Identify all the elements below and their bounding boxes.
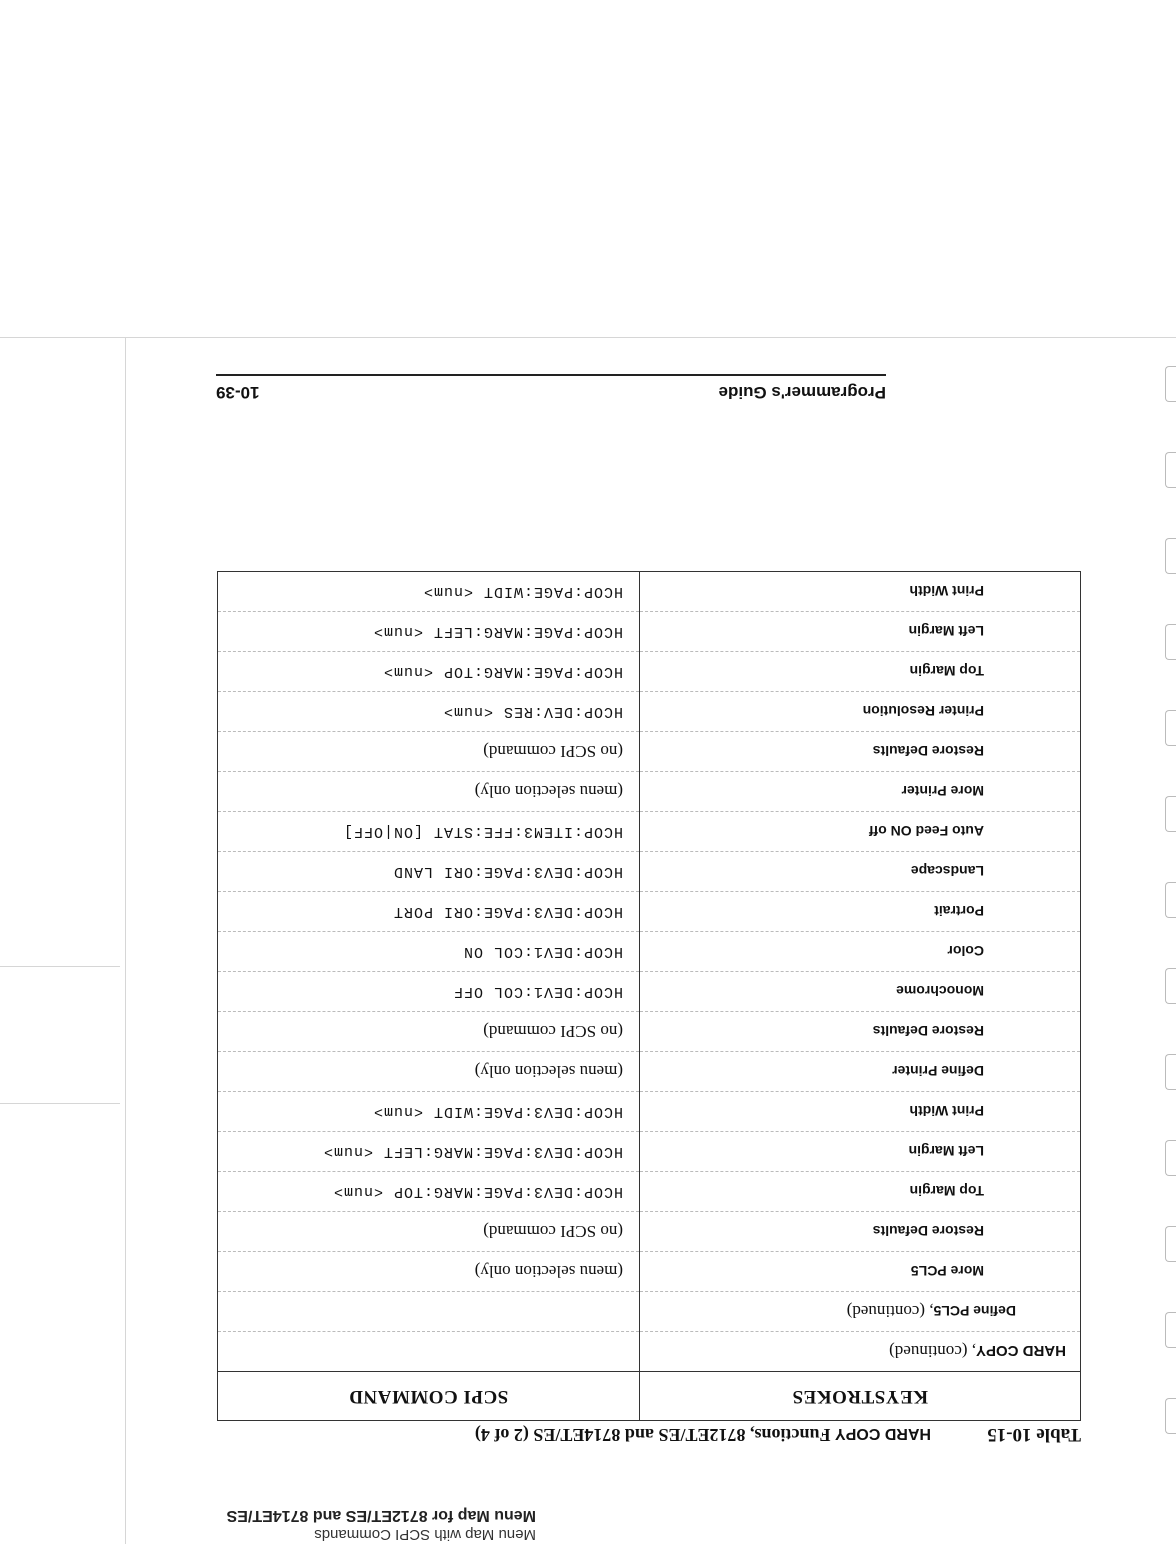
table-row	[218, 812, 1081, 852]
scpi-cell: (menu selection only)	[218, 772, 640, 812]
binder-tab	[1165, 366, 1176, 402]
scpi-cell: HCOP:DEV3:PAGE:ORI LAND	[218, 852, 640, 892]
keystroke-cell: More Printer	[640, 772, 1081, 812]
keystroke-key: HARD COPY	[975, 1342, 1066, 1360]
column-header-scpi: SCPI COMMAND	[218, 1372, 640, 1421]
keystroke-cell: Left Margin	[640, 1132, 1081, 1172]
table-number: Table 10-15	[987, 1424, 1081, 1445]
scpi-cell: HCOP:DEV3:PAGE:WIDT <num>	[218, 1092, 640, 1132]
keystroke-suffix: , (continued)	[889, 1342, 976, 1362]
keystroke-cell: Restore Defaults	[640, 732, 1081, 772]
scpi-cell: (no SCPI command)	[218, 1012, 640, 1052]
scpi-cell	[218, 1332, 640, 1372]
scpi-cell: (menu selection only)	[218, 1052, 640, 1092]
table-title-rest: Functions, 8712ET/ES and 8714ET/ES (2 of 4)	[474, 1425, 835, 1445]
keystroke-cell: Print Width	[640, 572, 1081, 612]
keystroke-cell: Auto Feed ON off	[640, 812, 1081, 852]
scpi-cell: HCOP:ITEM3:FFE:STAT [ON|OFF]	[218, 812, 640, 852]
page-footer	[216, 374, 886, 406]
scpi-cell: HCOP:DEV3:PAGE:MARG:TOP <num>	[218, 1172, 640, 1212]
page-number: 10-39	[216, 383, 260, 402]
table-row	[218, 1332, 1081, 1372]
keystroke-cell: More PCL5	[640, 1252, 1081, 1292]
table-row	[218, 692, 1081, 732]
scpi-cell: HCOP:PAGE:MARG:TOP <num>	[218, 652, 640, 692]
guide-title: Programmer's Guide	[718, 383, 886, 402]
binder-tab	[1165, 452, 1176, 488]
keystroke-cell: Top Margin	[640, 1172, 1081, 1212]
keystroke-cell: Printer Resolution	[640, 692, 1081, 732]
running-head	[16, 1506, 536, 1544]
running-head-subsection: Menu Map for 8712ET/ES and 8714ET/ES	[226, 1507, 536, 1524]
binder-tab	[1165, 1226, 1176, 1262]
table-row	[218, 972, 1081, 1012]
scpi-cell: (no SCPI command)	[218, 732, 640, 772]
table-row	[218, 652, 1081, 692]
keystroke-suffix: , (continued)	[846, 1302, 934, 1322]
keystroke-cell: Restore Defaults	[640, 1212, 1081, 1252]
scpi-cell: (menu selection only)	[218, 1252, 640, 1292]
scpi-cell: HCOP:DEV1:COL ON	[218, 932, 640, 972]
scpi-cell	[218, 1292, 640, 1332]
keystroke-cell: Print Width	[640, 1092, 1081, 1132]
binder-tab	[1165, 1398, 1176, 1434]
table-row	[218, 852, 1081, 892]
keystroke-cell: Color	[640, 932, 1081, 972]
table-row	[218, 1052, 1081, 1092]
table-title	[475, 1424, 931, 1445]
binder-tab	[1165, 796, 1176, 832]
keystroke-cell: Portrait	[640, 892, 1081, 932]
scpi-cell: HCOP:DEV3:PAGE:MARG:LEFT <num>	[218, 1132, 640, 1172]
keystroke-cell: Landscape	[640, 852, 1081, 892]
table-row	[218, 1012, 1081, 1052]
keystroke-cell: Restore Defaults	[640, 1012, 1081, 1052]
scan-edge-line	[0, 966, 120, 967]
scan-edge-line	[125, 338, 126, 1544]
table-title-key: HARD COPY	[834, 1425, 931, 1442]
table-row	[218, 932, 1081, 972]
table-row	[218, 732, 1081, 772]
binder-tab	[1165, 968, 1176, 1004]
table-row	[218, 772, 1081, 812]
keystroke-key: Define PCL5	[933, 1303, 1016, 1320]
table-row	[218, 1212, 1081, 1252]
table-row	[218, 612, 1081, 652]
scpi-cell: HCOP:DEV:RES <num>	[218, 692, 640, 732]
scpi-cell: HCOP:PAGE:WIDT <num>	[218, 572, 640, 612]
column-header-keystrokes: KEYSTROKES	[640, 1372, 1081, 1421]
scpi-cell: HCOP:DEV3:PAGE:ORI PORT	[218, 892, 640, 932]
scan-edge-line	[0, 1103, 120, 1104]
keystroke-cell: Left Margin	[640, 612, 1081, 652]
table-header-row	[218, 1372, 1081, 1421]
scpi-cell: (no SCPI command)	[218, 1212, 640, 1252]
table-row	[218, 1252, 1081, 1292]
binder-tab	[1165, 1312, 1176, 1348]
keystroke-cell: Top Margin	[640, 652, 1081, 692]
keystroke-command-table	[217, 571, 1081, 1421]
table-row	[218, 1092, 1081, 1132]
binder-tab	[1165, 710, 1176, 746]
keystroke-cell	[640, 1292, 1081, 1332]
binder-tab	[1165, 624, 1176, 660]
binder-tab	[1165, 538, 1176, 574]
table-row	[218, 1172, 1081, 1212]
table-row	[218, 572, 1081, 612]
binder-tab	[1165, 1140, 1176, 1176]
running-head-section: Menu Map with SCPI Commands	[314, 1526, 536, 1543]
table-row	[218, 1132, 1081, 1172]
keystroke-cell: Define Printer	[640, 1052, 1081, 1092]
scan-edge-line	[0, 337, 1176, 338]
table-row	[218, 892, 1081, 932]
keystroke-cell: Monochrome	[640, 972, 1081, 1012]
scpi-cell: HCOP:DEV1:COL OFF	[218, 972, 640, 1012]
table-caption	[311, 1421, 1081, 1445]
keystroke-cell	[640, 1332, 1081, 1372]
binder-tab	[1165, 882, 1176, 918]
scpi-cell: HCOP:PAGE:MARG:LEFT <num>	[218, 612, 640, 652]
table-row	[218, 1292, 1081, 1332]
binder-tab	[1165, 1054, 1176, 1090]
